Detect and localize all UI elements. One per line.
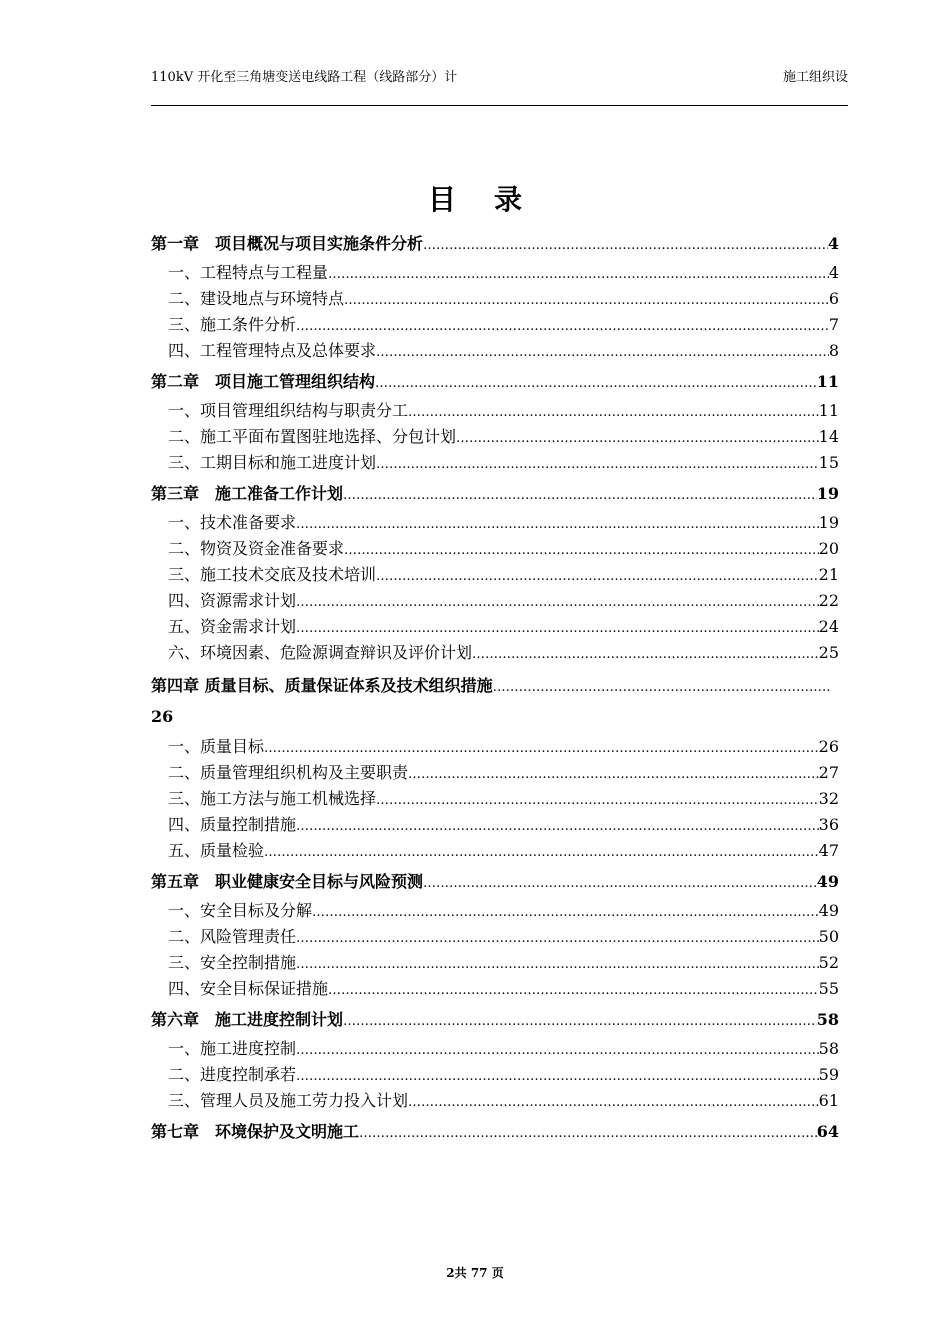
toc-entry-page: 58 (816, 1010, 839, 1029)
toc-entry-title: 三、工期目标和施工进度计划 (168, 453, 377, 472)
toc-leader-dots (423, 871, 817, 897)
table-of-contents (151, 231, 839, 1148)
toc-entry-title: 四、工程管理特点及总体要求 (168, 341, 377, 360)
toc-leader-dots (456, 426, 819, 452)
toc-entry-title: 二、建设地点与环境特点 (168, 289, 345, 308)
toc-entry-page: 11 (816, 372, 839, 391)
page-title: 目录 (427, 183, 560, 216)
toc-leader-dots (343, 1009, 817, 1035)
toc-chapter-entry[interactable] (151, 231, 839, 257)
toc-leader-dots (264, 736, 819, 762)
toc-entry-title: 五、资金需求计划 (168, 617, 297, 636)
toc-section-entry[interactable] (151, 924, 839, 950)
toc-leader-dots (296, 1064, 819, 1090)
toc-section-entry[interactable] (151, 1088, 839, 1114)
toc-leader-dots (472, 642, 819, 668)
toc-section-entry[interactable] (151, 286, 839, 312)
toc-entry-page: 49 (816, 872, 839, 891)
toc-section-entry[interactable] (151, 838, 839, 864)
toc-entry-page: 52 (818, 953, 839, 972)
toc-section-entry[interactable] (151, 760, 839, 786)
toc-entry-title: 第二章 项目施工管理组织结构 (151, 372, 376, 391)
header-document-title: 110kV 开化至三角塘变送电线路工程（线路部分）计 (151, 70, 458, 85)
toc-leader-dots (376, 340, 829, 366)
toc-section-entry[interactable] (151, 510, 839, 536)
header-divider (151, 105, 848, 106)
toc-entry-page: 26 (818, 737, 839, 756)
toc-leader-dots (296, 952, 819, 978)
toc-leader-dots (359, 1121, 817, 1147)
toc-chapter-entry[interactable] (151, 671, 839, 731)
toc-entry-title: 一、技术准备要求 (168, 513, 297, 532)
toc-entry-title: 第六章 施工进度控制计划 (151, 1010, 344, 1029)
toc-leader-dots (296, 616, 819, 642)
toc-leader-dots (296, 512, 819, 538)
toc-section-entry[interactable] (151, 898, 839, 924)
toc-entry-title: 二、质量管理组织机构及主要职责 (168, 763, 409, 782)
toc-entry-page: 59 (818, 1065, 839, 1084)
toc-entry-page: 55 (818, 979, 839, 998)
toc-entry-title: 三、安全控制措施 (168, 953, 297, 972)
toc-section-entry[interactable] (151, 424, 839, 450)
header-section-title: 施工组织设 (782, 70, 848, 85)
toc-entry-page: 47 (818, 841, 839, 860)
toc-leader-dots (375, 371, 817, 397)
toc-entry-title: 二、进度控制承若 (168, 1065, 297, 1084)
toc-leader-dots (408, 1090, 819, 1116)
toc-entry-page: 36 (818, 815, 839, 834)
toc-section-entry[interactable] (151, 950, 839, 976)
toc-leader-dots (343, 483, 817, 509)
toc-entry-page: 8 (828, 341, 839, 360)
toc-entry-page: 61 (818, 1091, 839, 1110)
toc-section-entry[interactable] (151, 1062, 839, 1088)
toc-leader-dots (344, 288, 829, 314)
toc-section-entry[interactable] (151, 1036, 839, 1062)
toc-entry-title: 一、质量目标 (168, 737, 265, 756)
toc-entry-title: 第七章 环境保护及文明施工 (151, 1122, 360, 1141)
toc-entry-title: 四、资源需求计划 (168, 591, 297, 610)
toc-entry-title: 一、项目管理组织结构与职责分工 (168, 401, 409, 420)
toc-entry-page: 64 (816, 1122, 839, 1141)
toc-entry-page: 22 (818, 591, 839, 610)
toc-chapter-entry[interactable] (151, 481, 839, 507)
toc-leader-dots (423, 233, 828, 259)
toc-section-entry[interactable] (151, 536, 839, 562)
toc-leader-dots (264, 840, 819, 866)
toc-leader-dots (312, 900, 819, 926)
toc-entry-page: 7 (828, 315, 839, 334)
toc-entry-page: 19 (818, 513, 839, 532)
toc-section-entry[interactable] (151, 260, 839, 286)
toc-entry-page: 20 (818, 539, 839, 558)
toc-leader-dots (328, 978, 819, 1004)
toc-leader-dots (376, 788, 819, 814)
toc-entry-title: 三、管理人员及施工劳力投入计划 (168, 1091, 409, 1110)
toc-leader-dots (376, 564, 819, 590)
toc-section-entry[interactable] (151, 786, 839, 812)
toc-entry-page: 4 (828, 263, 839, 282)
page-footer: 2共 77 页 (446, 1266, 504, 1280)
toc-leader-dots (296, 926, 819, 952)
toc-leader-dots (296, 590, 819, 616)
toc-entry-page: 26 (151, 707, 174, 726)
toc-entry-page: 19 (816, 484, 839, 503)
toc-entry-title: 第一章 项目概况与项目实施条件分析 (151, 234, 424, 253)
toc-entry-page: 50 (818, 927, 839, 946)
toc-section-entry[interactable] (151, 562, 839, 588)
toc-section-entry[interactable] (151, 450, 839, 476)
toc-section-entry[interactable] (151, 312, 839, 338)
toc-entry-title: 四、质量控制措施 (168, 815, 297, 834)
toc-entry-page: 25 (818, 643, 839, 662)
toc-entry-page: 27 (818, 763, 839, 782)
toc-chapter-entry[interactable] (151, 869, 839, 895)
toc-entry-title: 一、安全目标及分解 (168, 901, 313, 920)
toc-entry-page: 58 (818, 1039, 839, 1058)
toc-entry-title: 二、物资及资金准备要求 (168, 539, 345, 558)
toc-leader-dots (376, 452, 819, 478)
toc-section-entry[interactable] (151, 812, 839, 838)
toc-section-entry[interactable] (151, 640, 839, 666)
toc-leader-dots (344, 538, 819, 564)
toc-entry-title: 三、施工方法与施工机械选择 (168, 789, 377, 808)
toc-leader-dots (408, 762, 819, 788)
toc-entry-title: 二、风险管理责任 (168, 927, 297, 946)
toc-entry-title: 二、施工平面布置图驻地选择、分包计划 (168, 427, 457, 446)
toc-section-entry[interactable] (151, 614, 839, 640)
toc-section-entry[interactable] (151, 398, 839, 424)
toc-entry-title: 五、质量检验 (168, 841, 265, 860)
toc-entry-page: 14 (818, 427, 839, 446)
toc-entry-page: 49 (818, 901, 839, 920)
toc-entry-page: 11 (818, 401, 839, 420)
toc-entry-title: 三、施工条件分析 (168, 315, 297, 334)
toc-entry-page: 21 (818, 565, 839, 584)
toc-section-entry[interactable] (151, 976, 839, 1002)
toc-entry-title: 三、施工技术交底及技术培训 (168, 565, 377, 584)
toc-section-entry[interactable] (151, 588, 839, 614)
toc-leader-dots (296, 814, 819, 840)
toc-chapter-entry[interactable] (151, 1119, 839, 1145)
toc-entry-title: 一、施工进度控制 (168, 1039, 297, 1058)
toc-leader-dots (296, 314, 829, 340)
toc-entry-page: 32 (818, 789, 839, 808)
toc-entry-title: 第五章 职业健康安全目标与风险预测 (151, 872, 424, 891)
toc-leader-dots (296, 1038, 819, 1064)
toc-entry-page: 24 (818, 617, 839, 636)
toc-chapter-entry[interactable] (151, 369, 839, 395)
toc-entry-page: 6 (828, 289, 839, 308)
toc-entry-title: 四、安全目标保证措施 (168, 979, 329, 998)
toc-entry-title: 六、环境因素、危险源调查辩识及评价计划 (168, 643, 473, 662)
toc-leader-dots (328, 262, 829, 288)
toc-entry-title: 一、工程特点与工程量 (168, 263, 329, 282)
toc-section-entry[interactable] (151, 734, 839, 760)
toc-leader-dots (408, 400, 819, 426)
toc-entry-title: 第四章 质量目标、质量保证体系及技术组织措施 (151, 676, 493, 695)
toc-entry-page: 4 (827, 234, 839, 253)
toc-chapter-entry[interactable] (151, 1007, 839, 1033)
toc-entry-title: 第三章 施工准备工作计划 (151, 484, 344, 503)
toc-entry-page: 15 (818, 453, 839, 472)
toc-leader-dots (493, 673, 831, 702)
toc-section-entry[interactable] (151, 338, 839, 364)
